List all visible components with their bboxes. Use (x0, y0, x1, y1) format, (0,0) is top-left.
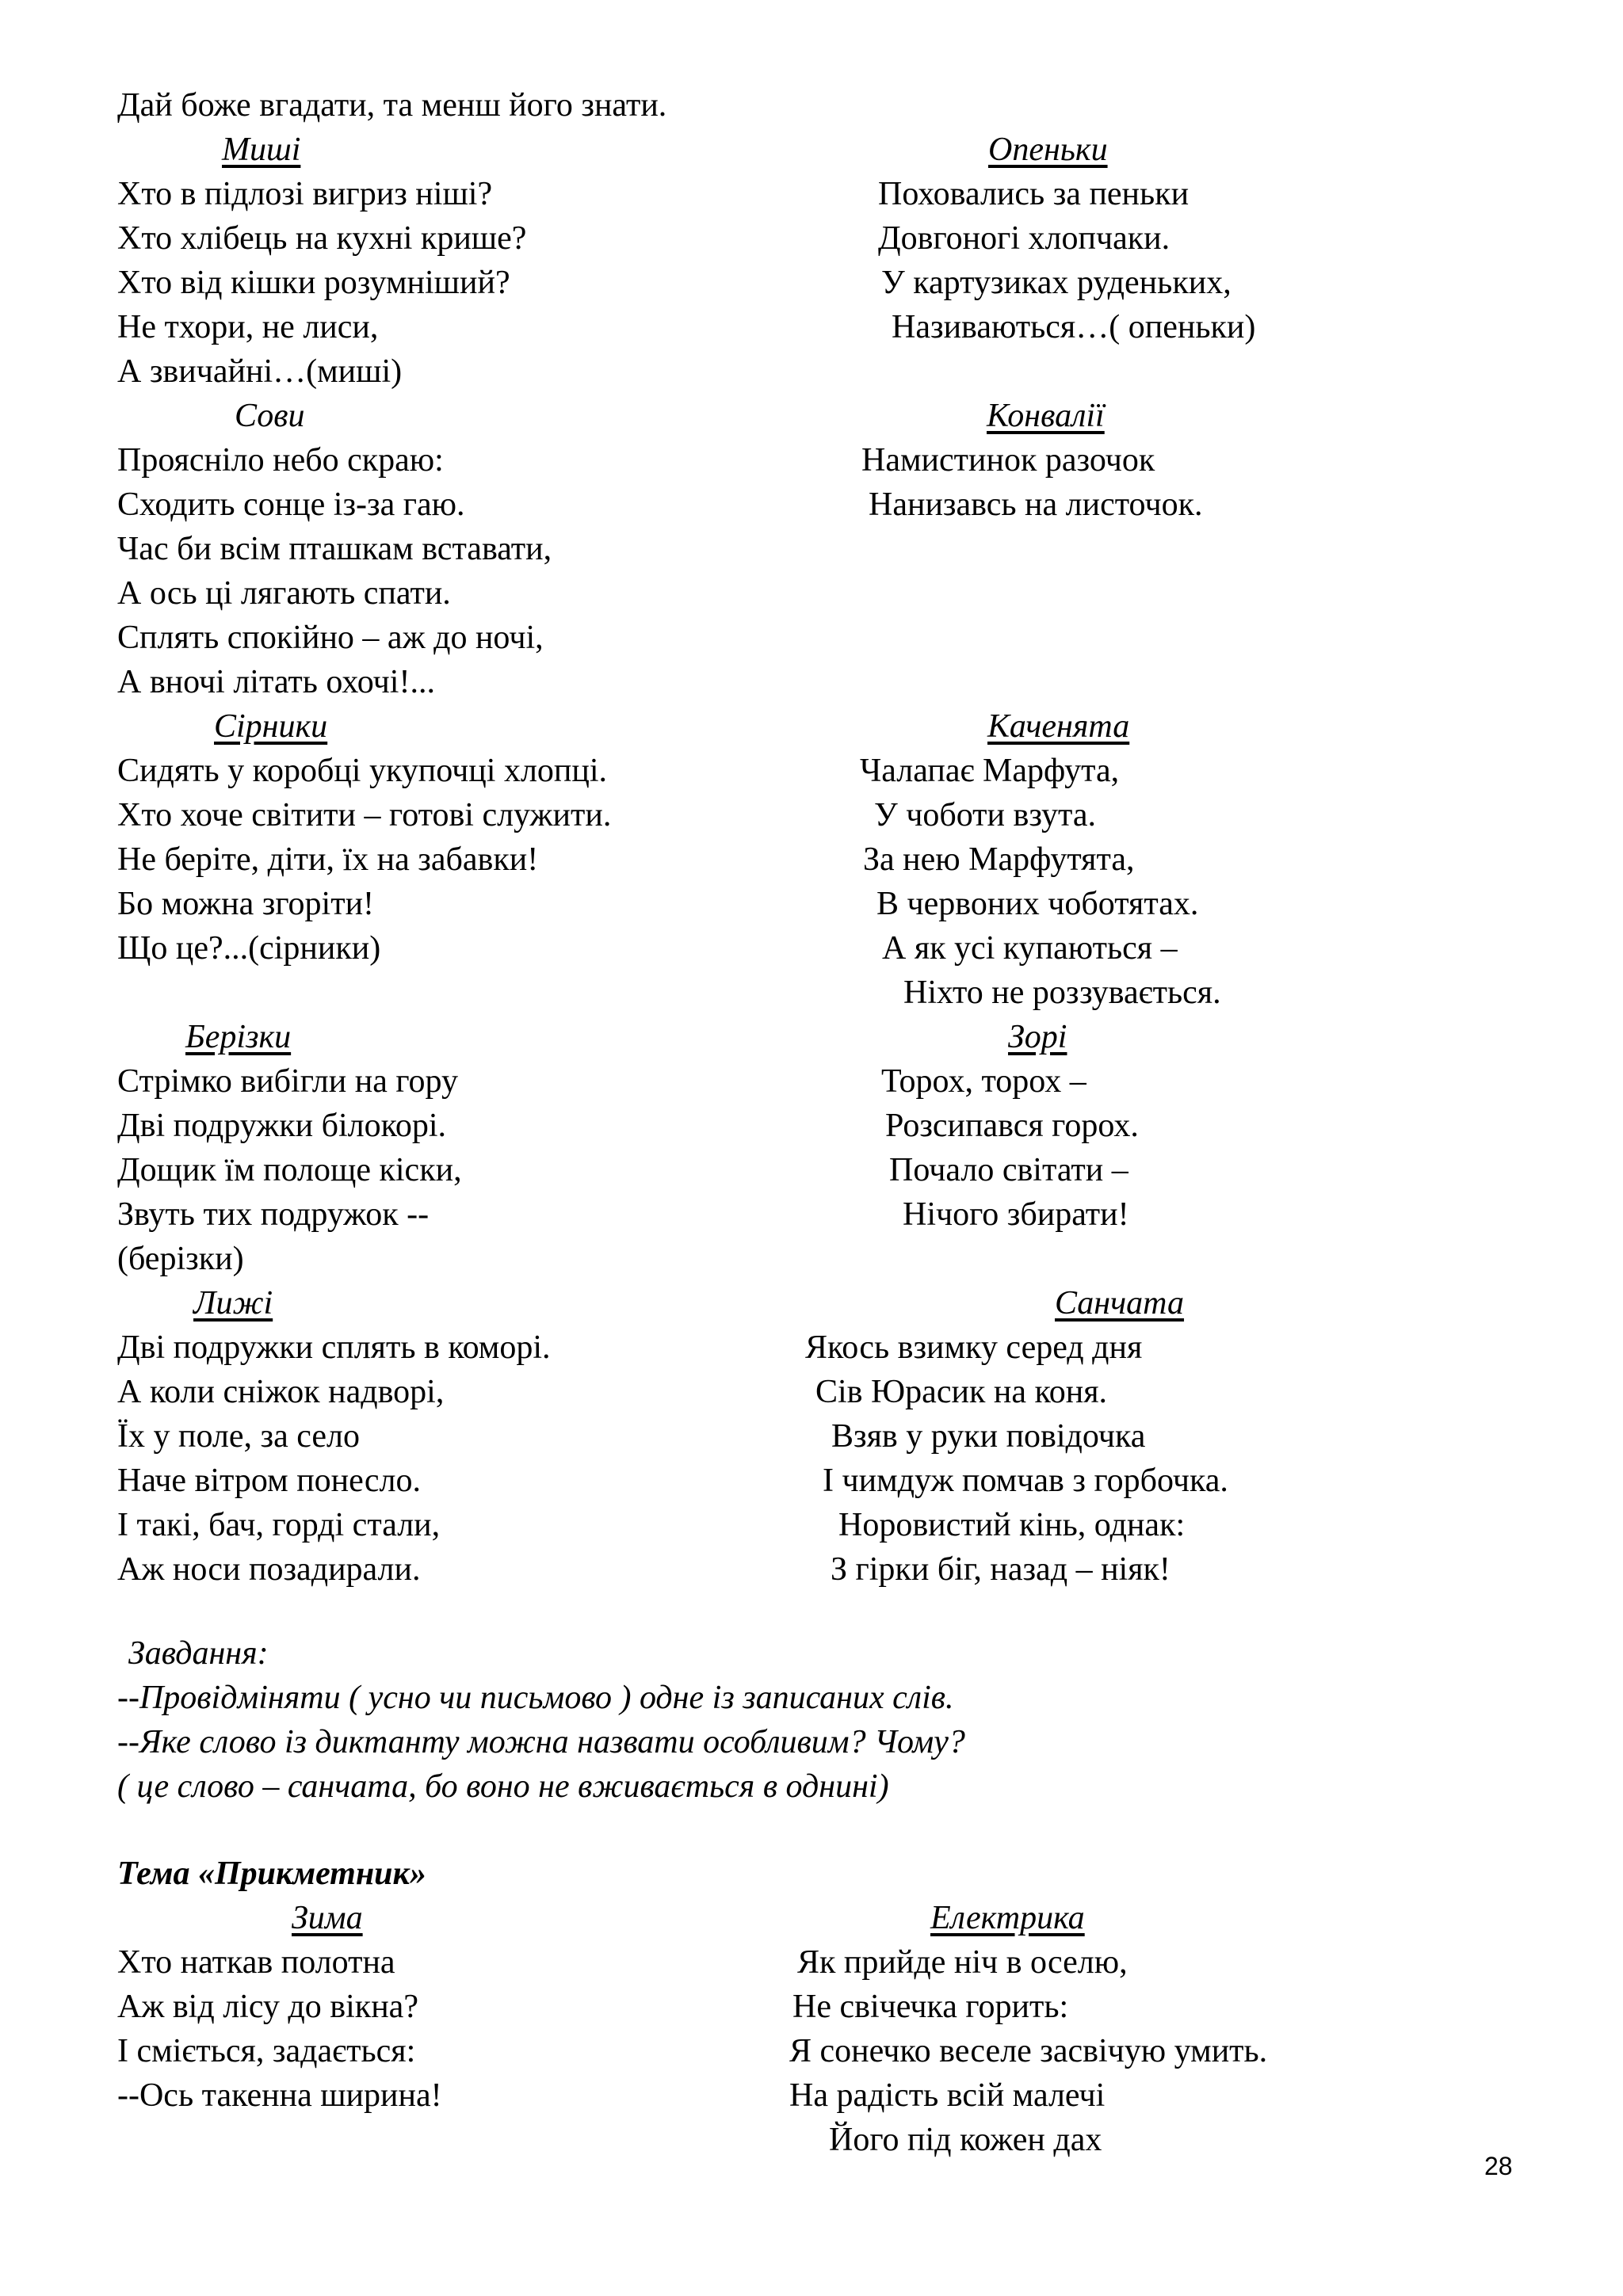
riddle-line: На радість всій малечі (789, 2077, 1106, 2114)
riddle-line: Нанизавсь на листочок. (869, 486, 1203, 523)
riddle-line: Чалапає Марфута, (860, 753, 1120, 789)
riddle-line: (берізки) (117, 1241, 244, 1277)
riddle-line: Як прийде ніч в оселю, (797, 1944, 1128, 1981)
riddle-line: Аж носи позадирали. (117, 1551, 421, 1588)
intro-line: Дай боже вгадати, та менш його знати. (117, 87, 667, 124)
riddle-line: Я сонечко веселе засвічую умить. (789, 2033, 1268, 2069)
riddle-title-sirnyky: Сірники (214, 708, 328, 745)
riddle-line: Ніхто не роззувається. (903, 974, 1221, 1011)
riddle-line: Хто хоче світити – готові служити. (117, 797, 612, 833)
riddle-line: В червоних чоботятах. (876, 886, 1199, 922)
task-line: ( це слово – санчата, бо воно не вживається в однині) (117, 1768, 889, 1805)
riddle-line: Якось взимку серед дня (805, 1329, 1143, 1366)
riddle-line: --Ось такенна ширина! (117, 2077, 442, 2114)
riddle-line: Наче вітром понесло. (117, 1463, 421, 1499)
riddle-line: Називаються…( опеньки) (892, 309, 1256, 345)
riddle-line: Поховались за пеньки (878, 176, 1190, 212)
riddle-line: Хто хлібець на кухні крише? (117, 220, 527, 257)
riddle-line: Сплять спокійно – аж до ночі, (117, 620, 544, 656)
riddle-line: Намистинок разочок (861, 442, 1155, 479)
riddle-line: Хто від кішки розумніший? (117, 265, 510, 301)
riddle-line: Почало світати – (889, 1152, 1128, 1188)
riddle-line: Аж від лісу до вікна? (117, 1989, 418, 2025)
riddle-line: Норовистий кінь, однак: (838, 1507, 1186, 1543)
riddle-line: Хто в підлозі вигриз ніші? (117, 176, 493, 212)
riddle-line: Стрімко вибігли на гору (117, 1063, 458, 1100)
riddle-line: І такі, бач, горді стали, (117, 1507, 441, 1543)
riddle-title-zori: Зорі (1008, 1019, 1067, 1055)
riddle-line: Дощик їм полоще кіски, (117, 1152, 462, 1188)
task-heading: Завдання: (128, 1635, 269, 1672)
riddle-line: Їх у поле, за село (117, 1418, 360, 1455)
riddle-title-mishi: Миші (222, 132, 301, 168)
riddle-line: Що це?...(сірники) (117, 930, 381, 967)
riddle-line: А коли сніжок надворі, (117, 1374, 445, 1410)
riddle-title-elektryka: Електрика (930, 1900, 1085, 1936)
riddle-line: Не тхори, не лиси, (117, 309, 379, 345)
riddle-line: Час би всім пташкам вставати, (117, 531, 552, 567)
riddle-line: Хто наткав полотна (117, 1944, 395, 1981)
riddle-line: І чимдуж помчав з горбочка. (823, 1463, 1228, 1499)
riddle-line: Довгоногі хлопчаки. (878, 220, 1170, 257)
riddle-line: З гірки біг, назад – ніяк! (831, 1551, 1170, 1588)
riddle-line: Сів Юрасик на коня. (815, 1374, 1108, 1410)
riddle-line: Його під кожен дах (829, 2122, 1102, 2158)
riddle-line: Сходить сонце із-за гаю. (117, 486, 465, 523)
riddle-line: Не свічечка горить: (792, 1989, 1069, 2025)
riddle-title-openky: Опеньки (988, 132, 1108, 168)
riddle-line: Взяв у руки повідочка (831, 1418, 1146, 1455)
riddle-title-lyzhi: Лижі (193, 1285, 273, 1322)
riddle-line: У картузиках руденьких, (881, 265, 1232, 301)
riddle-line: Звуть тих подружок -- (117, 1196, 430, 1233)
riddle-line: У чоботи взута. (874, 797, 1097, 833)
riddle-line: Дві подружки сплять в коморі. (117, 1329, 551, 1366)
riddle-title-sovy: Сови (235, 398, 305, 434)
riddle-title-berizky: Берізки (185, 1019, 292, 1055)
riddle-title-zyma: Зима (292, 1900, 363, 1936)
riddle-line: Сидять у коробці укупочці хлопці. (117, 753, 608, 789)
page-number: 28 (1484, 2152, 1513, 2180)
riddle-line: Бо можна згоріти! (117, 886, 375, 922)
riddle-line: А як усі купаються – (882, 930, 1178, 967)
riddle-line: За нею Марфутята, (863, 841, 1135, 878)
topic-heading: Тема «Прикметник» (117, 1855, 426, 1892)
riddle-line: Не беріте, діти, їх на забавки! (117, 841, 539, 878)
riddle-line: Нічого збирати! (903, 1196, 1129, 1233)
riddle-line: Торох, торох – (881, 1063, 1086, 1100)
riddle-line: Розсипався горох. (885, 1108, 1139, 1144)
riddle-title-sanchata: Санчата (1055, 1285, 1185, 1322)
riddle-line: Дві подружки білокорі. (117, 1108, 447, 1144)
riddle-line: І сміється, задається: (117, 2033, 416, 2069)
riddle-title-kachenyata: Каченята (987, 708, 1130, 745)
riddle-line: А вночі літать охочі!... (117, 664, 435, 700)
riddle-line: А звичайні…(миші) (117, 353, 403, 390)
riddle-line: Прояснiло небо скраю: (117, 442, 444, 479)
riddle-line: А ось ці лягають спати. (117, 575, 451, 612)
task-line: --Яке слово із диктанту можна назвати особливим? Чому? (117, 1724, 965, 1760)
task-line: --Провідміняти ( усно чи письмово ) одне із записаних слів. (117, 1680, 954, 1716)
riddle-title-konvalii: Конвалії (987, 398, 1105, 434)
